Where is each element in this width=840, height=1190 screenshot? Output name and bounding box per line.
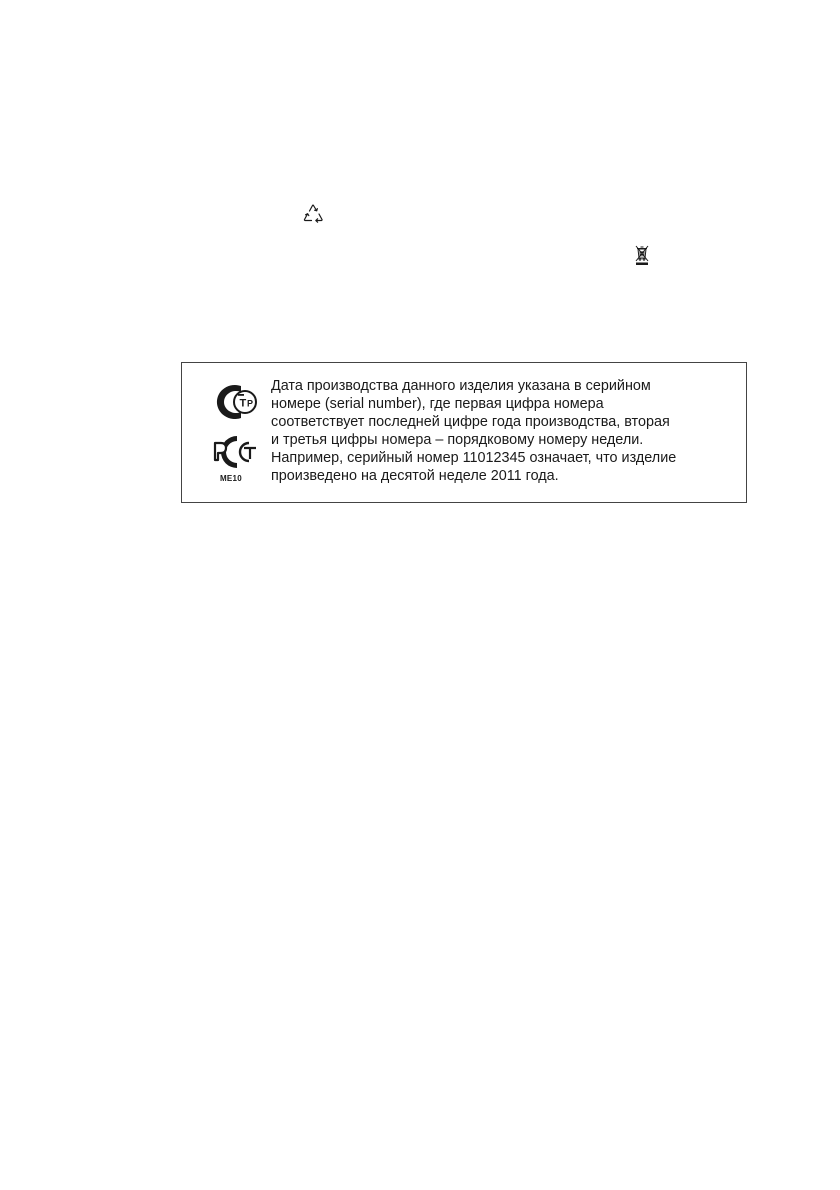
certification-text-line: соответствует последней цифре года производства, вторая <box>271 414 670 430</box>
certification-text-line: Дата производства данного изделия указана в серийном <box>271 378 651 394</box>
crossed-out-wheelie-bin-icon <box>633 244 651 266</box>
svg-text:P: P <box>247 398 254 409</box>
rostest-pct-logo <box>203 433 259 471</box>
svg-text:T: T <box>239 397 247 410</box>
certification-box <box>181 362 747 503</box>
certification-text <box>271 377 745 485</box>
certification-text-line: номере (serial number), где первая цифра номера <box>271 396 604 412</box>
certification-text-line: и третья цифры номера – порядковому номеру недели. <box>271 432 644 448</box>
eac-logo <box>203 381 259 423</box>
certification-text-line: произведено на десятой неделе 2011 года. <box>271 468 559 484</box>
certification-text-line: Например, серийный номер 11012345 означает, что изделие <box>271 450 677 466</box>
recycle-icon <box>301 202 325 228</box>
certification-code: ME10 <box>219 474 243 483</box>
